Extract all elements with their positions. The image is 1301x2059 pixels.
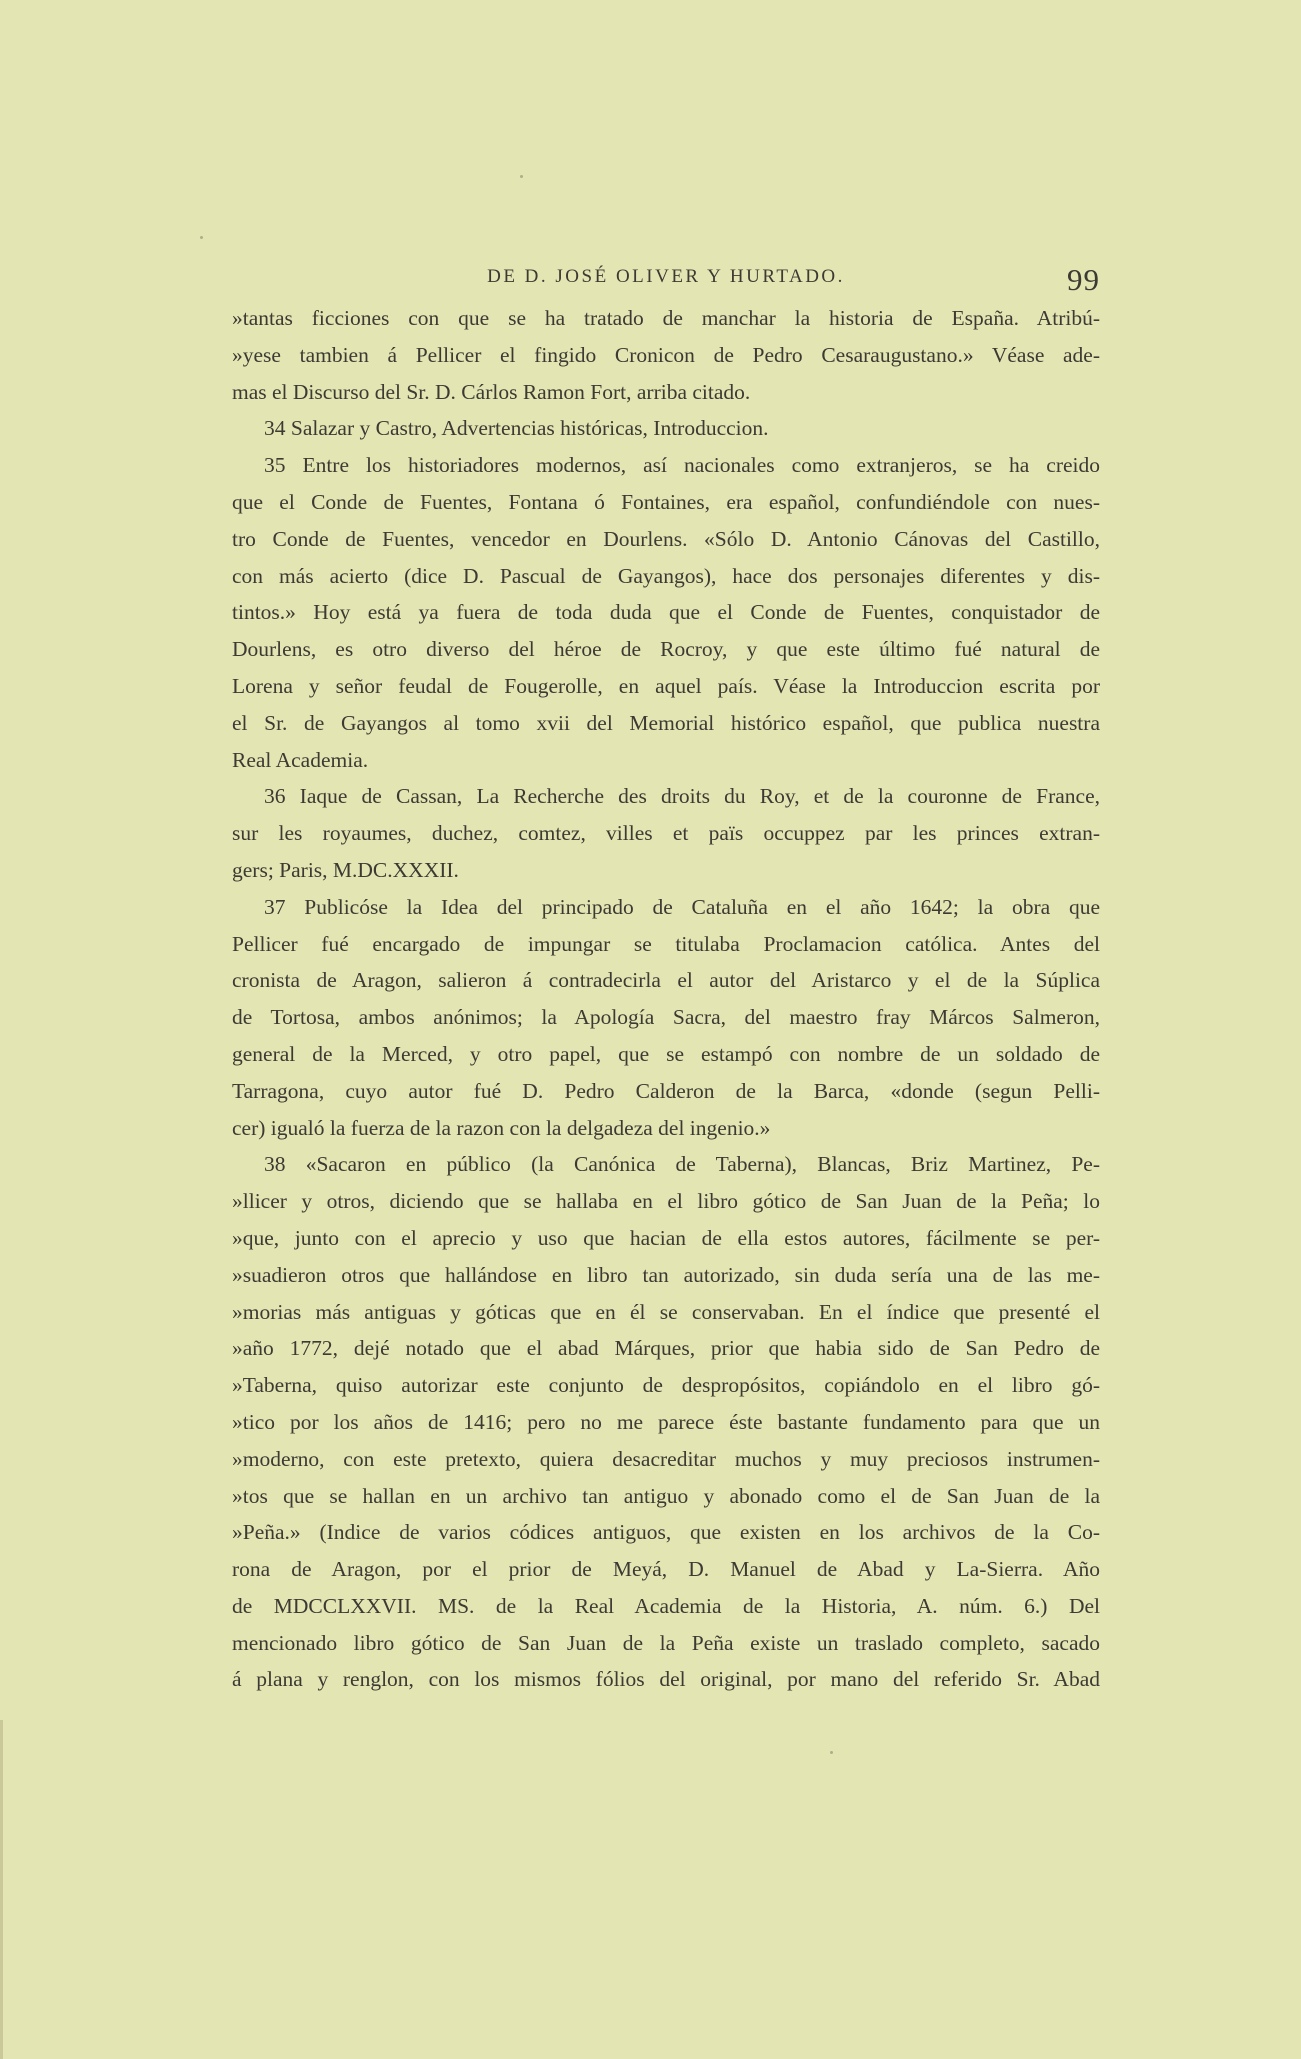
footnote-36: 36 Iaque de Cassan, La Recherche des droits du Roy, et de la couronne de France, <box>264 784 1100 809</box>
text-line: cer) igualó la fuerza de la razon con la delgadeza del ingenio.» <box>232 1115 771 1140</box>
text-line: »morias más antiguas y góticas que en él se conservaban. En el índice que presenté el <box>232 1299 1100 1324</box>
text-line: Tarragona, cuyo autor fué D. Pedro Calderon de la Barca, «donde (segun Pelli- <box>232 1078 1100 1103</box>
text-line: Pellicer fué encargado de impungar se titulaba Proclamacion católica. Antes del <box>232 931 1100 956</box>
text-line: Dourlens, es otro diverso del héroe de Rocroy, y que este último fué natural de <box>232 637 1100 662</box>
page-number: 99 <box>1067 262 1100 297</box>
text-line: »Taberna, quiso autorizar este conjunto de despropósitos, copiándolo en el libro gó- <box>232 1373 1100 1398</box>
text-line: el Sr. de Gayangos al tomo xvii del Memorial histórico español, que publica nuestra <box>232 710 1100 735</box>
footnote-35: 35 Entre los historiadores modernos, así nacionales como extranjeros, se ha creido <box>264 453 1100 478</box>
footnote-34: 34 Salazar y Castro, Advertencias históricas, Introduccion. <box>264 416 769 441</box>
text-line: Lorena y señor feudal de Fougerolle, en aquel país. Véase la Introduccion escrita por <box>232 673 1100 698</box>
text-line: tro Conde de Fuentes, vencedor en Dourlens. «Sólo D. Antonio Cánovas del Castillo, <box>232 526 1100 551</box>
text-line: »suadieron otros que hallándose en libro tan autorizado, sin duda sería una de las me- <box>232 1262 1100 1287</box>
text-line: rona de Aragon, por el prior de Meyá, D. Manuel de Abad y La-Sierra. Año <box>232 1557 1100 1582</box>
footnote-37: 37 Publicóse la Idea del principado de Cataluña en el año 1642; la obra que <box>264 894 1100 919</box>
paper-speck <box>830 1751 833 1754</box>
text-line: gers; Paris, M.DC.XXXII. <box>232 857 459 882</box>
text-line: »año 1772, dejé notado que el abad Márques, prior que habia sido de San Pedro de <box>232 1336 1100 1361</box>
text-line: »Peña.» (Indice de varios códices antiguos, que existen en los archivos de la Co- <box>232 1520 1100 1545</box>
text-line: que el Conde de Fuentes, Fontana ó Fontaines, era español, confundiéndole con nues- <box>232 489 1100 514</box>
text-line: á plana y renglon, con los mismos fólios del original, por mano del referido Sr. Abad <box>232 1667 1100 1692</box>
text-line: tintos.» Hoy está ya fuera de toda duda que el Conde de Fuentes, conquistador de <box>232 600 1100 625</box>
paper-speck <box>520 175 523 178</box>
text-line: Real Academia. <box>232 747 369 772</box>
paper-speck <box>200 236 203 239</box>
running-head <box>232 262 1100 298</box>
running-title: DE D. JOSÉ OLIVER Y HURTADO. <box>487 266 845 287</box>
text-line: general de la Merced, y otro papel, que se estampó con nombre de un soldado de <box>232 1041 1100 1066</box>
text-line: con más acierto (dice D. Pascual de Gayangos), hace dos personajes diferentes y dis- <box>232 563 1100 588</box>
text-line: »llicer y otros, diciendo que se hallaba en el libro gótico de San Juan de la Peña; lo <box>232 1189 1100 1214</box>
text-line: de MDCCLXXVII. MS. de la Real Academia de la Historia, A. núm. 6.) Del <box>232 1593 1100 1618</box>
page-edge <box>0 1720 3 2059</box>
text-line: »yese tambien á Pellicer el fingido Cronicon de Pedro Cesaraugustano.» Véase ade- <box>232 342 1100 367</box>
footnote-38: 38 «Sacaron en público (la Canónica de Taberna), Blancas, Briz Martinez, Pe- <box>264 1152 1100 1177</box>
text-line: mas el Discurso del Sr. D. Cárlos Ramon Fort, arriba citado. <box>232 379 751 404</box>
text-line: de Tortosa, ambos anónimos; la Apología Sacra, del maestro fray Márcos Salmeron, <box>232 1005 1100 1030</box>
text-line: mencionado libro gótico de San Juan de la Peña existe un traslado completo, sacado <box>232 1630 1100 1655</box>
text-line: »tos que se hallan en un archivo tan antiguo y abonado como el de San Juan de la <box>232 1483 1100 1508</box>
text-line: »tico por los años de 1416; pero no me parece éste bastante fundamento para que un <box>232 1409 1100 1434</box>
text-line: »tantas ficciones con que se ha tratado de manchar la historia de España. Atribú- <box>232 306 1100 330</box>
text-line: cronista de Aragon, salieron á contradecirla el autor del Aristarco y el de la Súplica <box>232 968 1100 993</box>
body-text <box>232 300 1100 1698</box>
text-line: »que, junto con el aprecio y uso que hacian de ella estos autores, fácilmente se per- <box>232 1225 1100 1250</box>
text-line: sur les royaumes, duchez, comtez, villes et païs occuppez par les princes extran- <box>232 821 1100 846</box>
text-line: »moderno, con este pretexto, quiera desacreditar muchos y muy preciosos instrumen- <box>232 1446 1100 1471</box>
